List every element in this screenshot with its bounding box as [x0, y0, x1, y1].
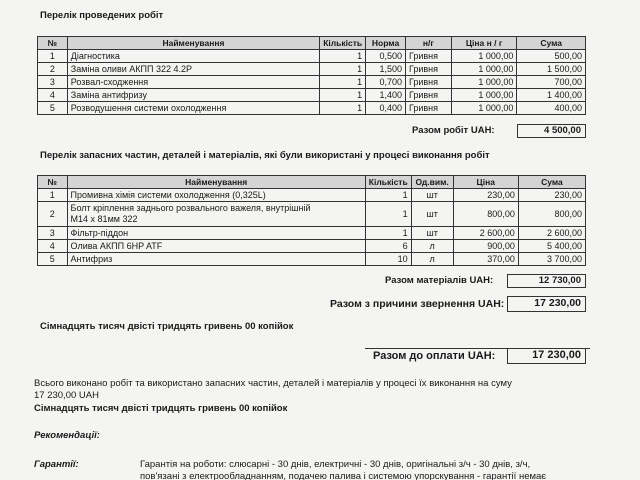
- recommendations-label: Рекомендації:: [34, 430, 100, 441]
- row-name: Заміна оливи АКПП 322 4.2Р: [67, 63, 319, 76]
- table-row: [38, 227, 586, 240]
- row-qty: 1: [365, 202, 411, 227]
- row-sum: 1 500,00: [517, 63, 586, 76]
- row-qty: 10: [365, 253, 411, 266]
- row-number: 3: [38, 227, 68, 240]
- table-header-row: [38, 176, 586, 189]
- row-name: Фільтр-піддон: [67, 227, 365, 240]
- row-number: 5: [38, 253, 68, 266]
- col-header-number: №: [38, 176, 68, 189]
- parts-total-label: Разом матеріалів UAH:: [385, 275, 494, 286]
- row-price: 800,00: [453, 202, 518, 227]
- row-norm: 0,700: [366, 76, 406, 89]
- row-unit: л: [411, 253, 453, 266]
- warranty-line-2: пов'язані з електрообладнанням, подачею палива і системою упорскування - гарантії немає: [140, 471, 547, 480]
- row-name-line2: M14 x 81мм 322: [70, 214, 138, 224]
- row-name: [67, 202, 365, 227]
- table-row: [38, 63, 586, 76]
- table-row: [38, 189, 586, 202]
- summary-line-1: Всього виконано робіт та використано запасних частин, деталей і матеріалів у процесі їх виконання на суму: [34, 378, 512, 389]
- col-header-qty: Кількість: [320, 37, 366, 50]
- row-unit: Гривня: [405, 76, 451, 89]
- row-qty: 1: [365, 189, 411, 202]
- amount-in-words-2: Сімнадцять тисяч двісті тридцять гривень 00 копійок: [34, 403, 288, 414]
- table-row: [38, 202, 586, 227]
- row-norm: 1,400: [366, 89, 406, 102]
- row-sum: 3 700,00: [518, 253, 585, 266]
- col-header-norm: Норма: [366, 37, 406, 50]
- row-number: 5: [38, 102, 68, 115]
- row-name: Олива АКПП 6HP ATF: [67, 240, 365, 253]
- row-price: 1 000,00: [451, 102, 517, 115]
- row-unit: Гривня: [405, 63, 451, 76]
- row-sum: 230,00: [518, 189, 585, 202]
- row-number: 2: [38, 63, 68, 76]
- works-total-label: Разом робіт UAH:: [412, 125, 495, 136]
- works-title: Перелік проведених робіт: [40, 10, 164, 21]
- amount-in-words-1: Сімнадцять тисяч двісті тридцять гривень 00 копійок: [40, 321, 294, 332]
- row-number: 1: [38, 50, 68, 63]
- row-sum: 400,00: [517, 102, 586, 115]
- parts-title: Перелік запасних частин, деталей і матеріалів, які були використані у процесі виконання робіт: [40, 150, 490, 161]
- table-row: [38, 253, 586, 266]
- row-unit: Гривня: [405, 102, 451, 115]
- table-row: [38, 76, 586, 89]
- col-header-price: Ціна н / г: [451, 37, 517, 50]
- row-name: Діагностика: [67, 50, 319, 63]
- row-price: 2 600,00: [453, 227, 518, 240]
- col-header-number: №: [38, 37, 68, 50]
- table-row: [38, 102, 586, 115]
- row-qty: 1: [320, 50, 366, 63]
- row-price: 230,00: [453, 189, 518, 202]
- works-total-value: 4 500,00: [517, 124, 586, 138]
- row-name: Промивна хімія системи охолодження (0,325L): [67, 189, 365, 202]
- row-price: 1 000,00: [451, 50, 517, 63]
- row-sum: 5 400,00: [518, 240, 585, 253]
- row-unit: Гривня: [405, 89, 451, 102]
- table-header-row: [38, 37, 586, 50]
- row-qty: 1: [320, 89, 366, 102]
- col-header-name: Найменування: [67, 37, 319, 50]
- row-qty: 1: [320, 63, 366, 76]
- row-price: 1 000,00: [451, 63, 517, 76]
- row-qty: 1: [320, 76, 366, 89]
- parts-table: [37, 175, 586, 266]
- row-name: Заміна антифризу: [67, 89, 319, 102]
- col-header-qty: Кількість: [365, 176, 411, 189]
- row-number: 3: [38, 76, 68, 89]
- row-sum: 500,00: [517, 50, 586, 63]
- warranty-label: Гарантії:: [34, 459, 79, 470]
- row-unit: шт: [411, 227, 453, 240]
- summary-line-2: 17 230,00 UAH: [34, 390, 99, 401]
- row-name-line1: Болт кріплення заднього розвального важеля, внутрішній: [70, 203, 311, 213]
- row-price: 1 000,00: [451, 89, 517, 102]
- row-norm: 1,500: [366, 63, 406, 76]
- row-sum: 1 400,00: [517, 89, 586, 102]
- row-name: Розвал-сходження: [67, 76, 319, 89]
- row-name: Розводушення системи охолодження: [67, 102, 319, 115]
- parts-total-value: 12 730,00: [507, 274, 586, 288]
- col-header-name: Найменування: [67, 176, 365, 189]
- col-header-sum: Сума: [518, 176, 585, 189]
- row-price: 1 000,00: [451, 76, 517, 89]
- row-unit: шт: [411, 189, 453, 202]
- works-table: [37, 36, 586, 115]
- row-qty: 1: [320, 102, 366, 115]
- row-price: 370,00: [453, 253, 518, 266]
- row-qty: 6: [365, 240, 411, 253]
- row-number: 4: [38, 89, 68, 102]
- row-sum: 700,00: [517, 76, 586, 89]
- row-number: 2: [38, 202, 68, 227]
- col-header-sum: Сума: [517, 37, 586, 50]
- row-sum: 2 600,00: [518, 227, 585, 240]
- col-header-unit: н/г: [405, 37, 451, 50]
- row-unit: Гривня: [405, 50, 451, 63]
- row-price: 900,00: [453, 240, 518, 253]
- row-unit: л: [411, 240, 453, 253]
- row-qty: 1: [365, 227, 411, 240]
- col-header-price: Ціна: [453, 176, 518, 189]
- row-number: 4: [38, 240, 68, 253]
- table-row: [38, 89, 586, 102]
- col-header-unit: Од.вим.: [411, 176, 453, 189]
- reason-total-label: Разом з причини звернення UAH:: [330, 298, 505, 310]
- row-unit: шт: [411, 202, 453, 227]
- row-sum: 800,00: [518, 202, 585, 227]
- table-row: [38, 240, 586, 253]
- row-number: 1: [38, 189, 68, 202]
- reason-total-value: 17 230,00: [507, 296, 586, 312]
- to-pay-value: 17 230,00: [507, 348, 586, 364]
- warranty-line-1: Гарантія на роботи: слюсарні - 30 днів, електричні - 30 днів, оригінальні з/ч - 30 днів, з/ч,: [140, 459, 531, 470]
- row-name: Антифриз: [67, 253, 365, 266]
- table-row: [38, 50, 586, 63]
- row-norm: 0,500: [366, 50, 406, 63]
- row-norm: 0,400: [366, 102, 406, 115]
- to-pay-label: Разом до оплати UAH:: [373, 350, 496, 362]
